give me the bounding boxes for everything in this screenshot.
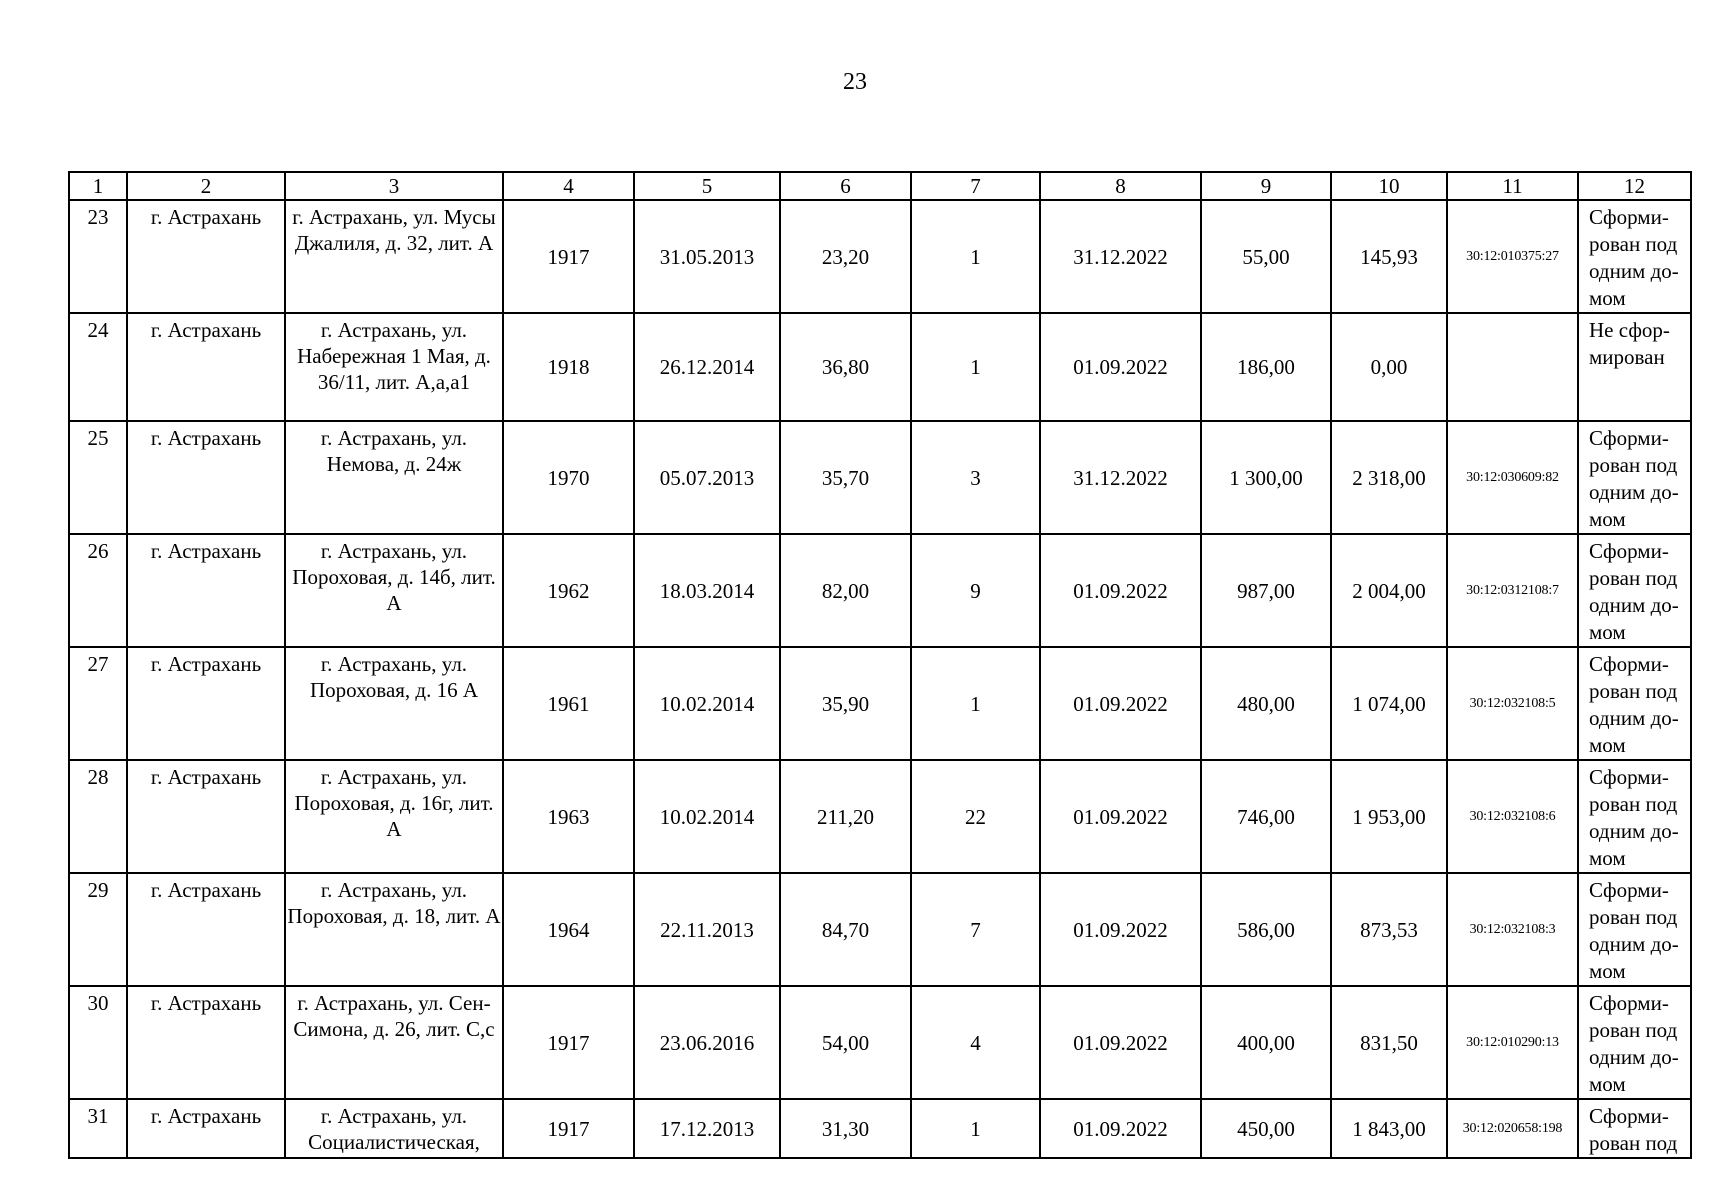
address-cell: г. Астрахань, ул. Пороховая, д. 16г, лит. А xyxy=(285,760,503,873)
page-number: 23 xyxy=(843,69,867,95)
value-col9-cell: 746,00 xyxy=(1201,760,1331,873)
city-cell: г. Астрахань xyxy=(127,647,285,760)
address-cell: г. Астрахань, ул. Набережная 1 Мая, д. 36/11, лит. А,а,а1 xyxy=(285,313,503,421)
value-col10-cell: 1 843,00 xyxy=(1331,1099,1447,1158)
header-cell: 2 xyxy=(127,172,285,200)
cadastral-number-cell: 30:12:010290:13 xyxy=(1447,986,1578,1099)
table-row xyxy=(69,534,1691,647)
count-cell: 1 xyxy=(911,1099,1040,1158)
value-col10-cell: 831,50 xyxy=(1331,986,1447,1099)
cadastral-number-cell xyxy=(1447,313,1578,421)
header-cell: 11 xyxy=(1447,172,1578,200)
status-cell: Сформи-рован под одним до-мом xyxy=(1578,760,1691,873)
deadline-cell: 01.09.2022 xyxy=(1040,986,1201,1099)
row-number-cell: 23 xyxy=(69,200,127,313)
year-cell: 1918 xyxy=(503,313,634,421)
area-cell: 82,00 xyxy=(780,534,911,647)
table-row xyxy=(69,200,1691,313)
header-cell: 3 xyxy=(285,172,503,200)
area-cell: 36,80 xyxy=(780,313,911,421)
row-number-cell: 24 xyxy=(69,313,127,421)
city-cell: г. Астрахань xyxy=(127,421,285,534)
row-number-cell: 31 xyxy=(69,1099,127,1158)
city-cell: г. Астрахань xyxy=(127,986,285,1099)
table-row xyxy=(69,1099,1691,1158)
value-col9-cell: 186,00 xyxy=(1201,313,1331,421)
header-cell: 8 xyxy=(1040,172,1201,200)
address-cell: г. Астрахань, ул. Пороховая, д. 16 А xyxy=(285,647,503,760)
status-cell: Сформи-рован под одним до-мом xyxy=(1578,873,1691,986)
header-cell: 12 xyxy=(1578,172,1691,200)
date-cell: 23.06.2016 xyxy=(634,986,780,1099)
value-col9-cell: 480,00 xyxy=(1201,647,1331,760)
status-cell: Сформи-рован под одним до-мом xyxy=(1578,534,1691,647)
count-cell: 9 xyxy=(911,534,1040,647)
header-cell: 1 xyxy=(69,172,127,200)
date-cell: 26.12.2014 xyxy=(634,313,780,421)
count-cell: 7 xyxy=(911,873,1040,986)
status-cell: Сформи-рован под одним до-мом xyxy=(1578,647,1691,760)
cadastral-number-cell: 30:12:032108:3 xyxy=(1447,873,1578,986)
area-cell: 84,70 xyxy=(780,873,911,986)
header-cell: 9 xyxy=(1201,172,1331,200)
value-col10-cell: 2 318,00 xyxy=(1331,421,1447,534)
count-cell: 22 xyxy=(911,760,1040,873)
count-cell: 1 xyxy=(911,313,1040,421)
deadline-cell: 01.09.2022 xyxy=(1040,873,1201,986)
value-col9-cell: 55,00 xyxy=(1201,200,1331,313)
year-cell: 1917 xyxy=(503,1099,634,1158)
status-cell: Сформи-рован под одним до-мом xyxy=(1578,421,1691,534)
date-cell: 18.03.2014 xyxy=(634,534,780,647)
status-cell: Сформи-рован под одним до-мом xyxy=(1578,200,1691,313)
address-cell: г. Астрахань, ул. Немова, д. 24ж xyxy=(285,421,503,534)
deadline-cell: 31.12.2022 xyxy=(1040,200,1201,313)
value-col9-cell: 586,00 xyxy=(1201,873,1331,986)
value-col10-cell: 1 953,00 xyxy=(1331,760,1447,873)
header-cell: 4 xyxy=(503,172,634,200)
table-row xyxy=(69,421,1691,534)
count-cell: 4 xyxy=(911,986,1040,1099)
year-cell: 1917 xyxy=(503,200,634,313)
city-cell: г. Астрахань xyxy=(127,1099,285,1158)
area-cell: 31,30 xyxy=(780,1099,911,1158)
address-cell: г. Астрахань, ул. Пороховая, д. 14б, лит. А xyxy=(285,534,503,647)
value-col9-cell: 1 300,00 xyxy=(1201,421,1331,534)
row-number-cell: 28 xyxy=(69,760,127,873)
cadastral-number-cell: 30:12:030609:82 xyxy=(1447,421,1578,534)
cadastral-number-cell: 30:12:032108:5 xyxy=(1447,647,1578,760)
year-cell: 1962 xyxy=(503,534,634,647)
header-cell: 10 xyxy=(1331,172,1447,200)
deadline-cell: 01.09.2022 xyxy=(1040,1099,1201,1158)
value-col9-cell: 987,00 xyxy=(1201,534,1331,647)
city-cell: г. Астрахань xyxy=(127,200,285,313)
value-col9-cell: 400,00 xyxy=(1201,986,1331,1099)
city-cell: г. Астрахань xyxy=(127,873,285,986)
address-cell: г. Астрахань, ул. Сен-Симона, д. 26, лит. С,с xyxy=(285,986,503,1099)
date-cell: 17.12.2013 xyxy=(634,1099,780,1158)
table-row xyxy=(69,313,1691,421)
deadline-cell: 01.09.2022 xyxy=(1040,760,1201,873)
value-col10-cell: 145,93 xyxy=(1331,200,1447,313)
status-cell: Сформи-рован под xyxy=(1578,1099,1691,1158)
value-col9-cell: 450,00 xyxy=(1201,1099,1331,1158)
date-cell: 05.07.2013 xyxy=(634,421,780,534)
housing-table xyxy=(68,171,1692,1159)
address-cell: г. Астрахань, ул. Пороховая, д. 18, лит. А xyxy=(285,873,503,986)
deadline-cell: 01.09.2022 xyxy=(1040,647,1201,760)
value-col10-cell: 1 074,00 xyxy=(1331,647,1447,760)
header-cell: 6 xyxy=(780,172,911,200)
count-cell: 1 xyxy=(911,647,1040,760)
table-row xyxy=(69,873,1691,986)
count-cell: 3 xyxy=(911,421,1040,534)
date-cell: 10.02.2014 xyxy=(634,647,780,760)
address-cell: г. Астрахань, ул. Мусы Джалиля, д. 32, лит. А xyxy=(285,200,503,313)
cadastral-number-cell: 30:12:0312108:7 xyxy=(1447,534,1578,647)
row-number-cell: 27 xyxy=(69,647,127,760)
cadastral-number-cell: 30:12:032108:6 xyxy=(1447,760,1578,873)
city-cell: г. Астрахань xyxy=(127,313,285,421)
status-cell: Сформи-рован под одним до-мом xyxy=(1578,986,1691,1099)
year-cell: 1970 xyxy=(503,421,634,534)
row-number-cell: 25 xyxy=(69,421,127,534)
year-cell: 1917 xyxy=(503,986,634,1099)
cadastral-number-cell: 30:12:010375:27 xyxy=(1447,200,1578,313)
area-cell: 54,00 xyxy=(780,986,911,1099)
value-col10-cell: 873,53 xyxy=(1331,873,1447,986)
city-cell: г. Астрахань xyxy=(127,534,285,647)
date-cell: 22.11.2013 xyxy=(634,873,780,986)
table-row xyxy=(69,647,1691,760)
table-header-row xyxy=(69,172,1691,200)
status-cell: Не сфор-мирован xyxy=(1578,313,1691,421)
year-cell: 1963 xyxy=(503,760,634,873)
header-cell: 5 xyxy=(634,172,780,200)
area-cell: 211,20 xyxy=(780,760,911,873)
city-cell: г. Астрахань xyxy=(127,760,285,873)
row-number-cell: 30 xyxy=(69,986,127,1099)
row-number-cell: 26 xyxy=(69,534,127,647)
area-cell: 35,70 xyxy=(780,421,911,534)
cadastral-number-cell: 30:12:020658:198 xyxy=(1447,1099,1578,1158)
deadline-cell: 31.12.2022 xyxy=(1040,421,1201,534)
date-cell: 31.05.2013 xyxy=(634,200,780,313)
deadline-cell: 01.09.2022 xyxy=(1040,534,1201,647)
year-cell: 1961 xyxy=(503,647,634,760)
header-cell: 7 xyxy=(911,172,1040,200)
deadline-cell: 01.09.2022 xyxy=(1040,313,1201,421)
area-cell: 35,90 xyxy=(780,647,911,760)
area-cell: 23,20 xyxy=(780,200,911,313)
count-cell: 1 xyxy=(911,200,1040,313)
date-cell: 10.02.2014 xyxy=(634,760,780,873)
year-cell: 1964 xyxy=(503,873,634,986)
value-col10-cell: 0,00 xyxy=(1331,313,1447,421)
row-number-cell: 29 xyxy=(69,873,127,986)
value-col10-cell: 2 004,00 xyxy=(1331,534,1447,647)
table-row xyxy=(69,760,1691,873)
address-cell: г. Астрахань, ул. Социалистическая, xyxy=(285,1099,503,1158)
table-row xyxy=(69,986,1691,1099)
